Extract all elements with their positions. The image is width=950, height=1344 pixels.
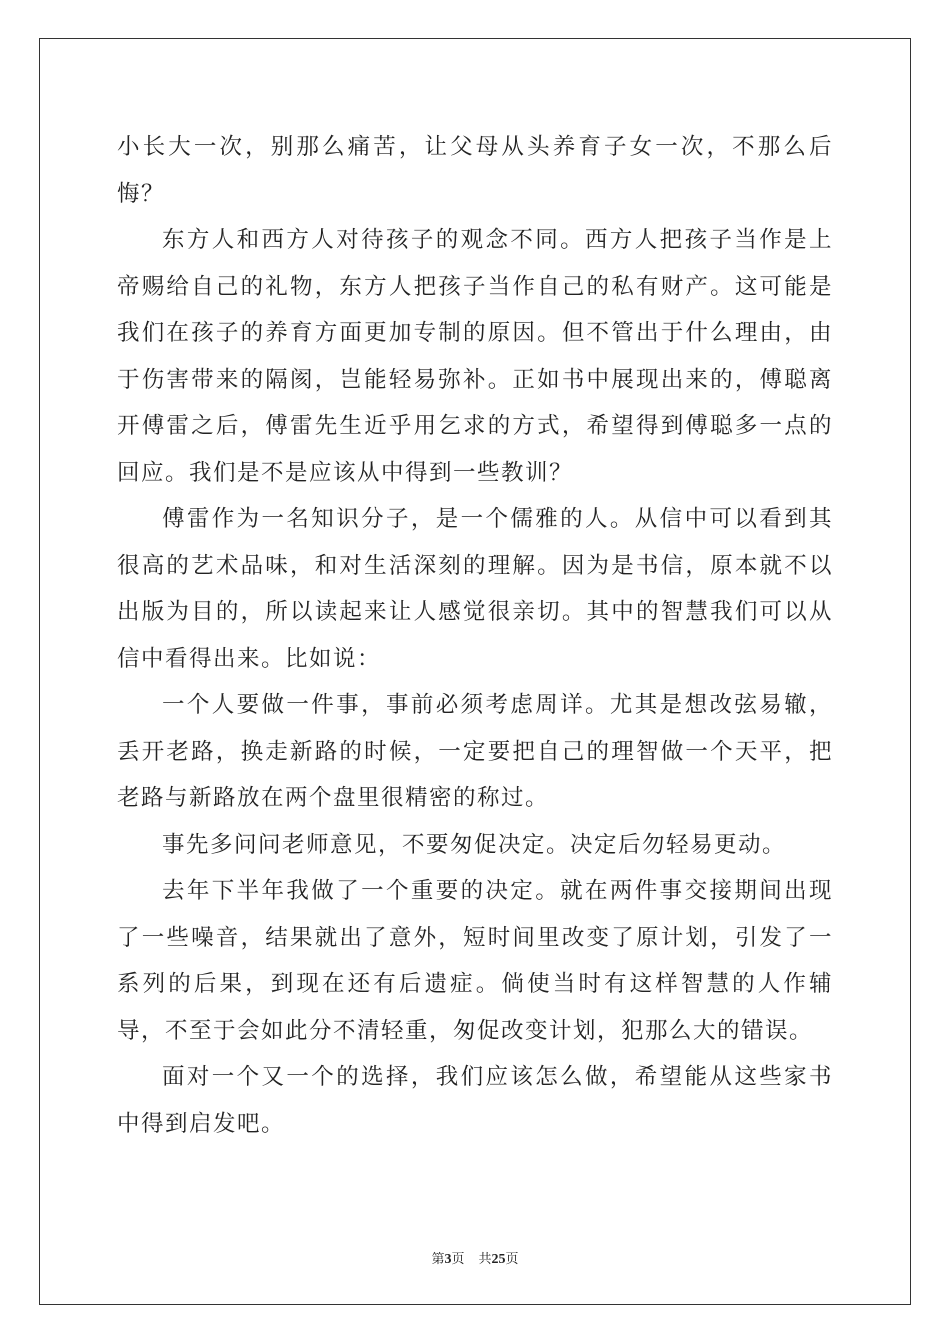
paragraph: 傅雷作为一名知识分子，是一个儒雅的人。从信中可以看到其很高的艺术品味，和对生活深刻的理解。因为是书信，原本就不以出版为目的，所以读起来让人感觉很亲切。其中的智慧我们可以从信中看得出来。比如说： [117, 506, 833, 672]
document-body [117, 124, 833, 1147]
page-number: 3 [444, 1252, 452, 1267]
paragraph-continuation: 小长大一次，别那么痛苦，让父母从头养育子女一次，不那么后悔？ [117, 134, 833, 207]
total-unit: 页 [505, 1252, 519, 1267]
paragraph: 去年下半年我做了一个重要的决定。就在两件事交接期间出现了一些噪音，结果就出了意外，短时间里改变了原计划，引发了一系列的后果，到现在还有后遗症。倘使当时有这样智慧的人作辅导，不至于会如此分不清轻重，匆促改变计划，犯那么大的错误。 [117, 878, 833, 1044]
page-prefix: 第 [431, 1252, 445, 1267]
paragraph: 东方人和西方人对待孩子的观念不同。西方人把孩子当作是上帝赐给自己的礼物，东方人把孩子当作自己的私有财产。这可能是我们在孩子的养育方面更加专制的原因。但不管出于什么理由，由于伤害带来的隔阂，岂能轻易弥补。正如书中展现出来的，傅聪离开傅雷之后，傅雷先生近乎用乞求的方式，希望得到傅聪多一点的回应。我们是不是应该从中得到一些教训？ [117, 227, 833, 486]
paragraph-quote: 一个人要做一件事，事前必须考虑周详。尤其是想改弦易辙，丢开老路，换走新路的时候，一定要把自己的理智做一个天平，把老路与新路放在两个盘里很精密的称过。 [117, 692, 833, 811]
total-pages: 25 [491, 1252, 506, 1267]
total-prefix: 共 [478, 1252, 492, 1267]
page-unit: 页 [451, 1252, 465, 1267]
paragraph: 面对一个又一个的选择，我们应该怎么做，希望能从这些家书中得到启发吧。 [117, 1064, 833, 1137]
page-footer [0, 1248, 950, 1268]
paragraph-quote: 事先多问问老师意见，不要匆促决定。决定后勿轻易更动。 [162, 831, 787, 858]
